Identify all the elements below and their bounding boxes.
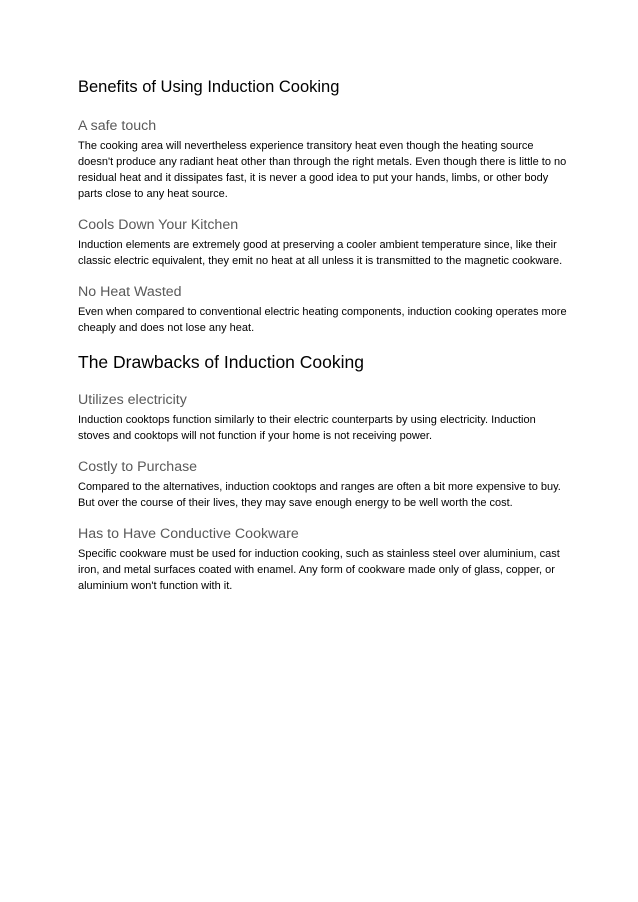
cools-down-heading: Cools Down Your Kitchen [78,217,239,233]
safe-touch-text: The cooking area will nevertheless experience transitory heat even though the heating source doesn't produce any radiant heat other than through the right metals. Even though there is little to no residual heat and it dissipates fast, it is never a good idea to put your hands, limbs, or other body parts close to any heat source. [78,140,567,200]
costly-text: Compared to the alternatives, induction cooktops and ranges are often a bit more expensive to buy. But over the course of their lives, they may save enough energy to be well worth the cost. [78,481,561,509]
drawbacks-title: The Drawbacks of Induction Cooking [78,352,364,372]
conductive-cookware-heading: Has to Have Conductive Cookware [78,526,299,542]
no-heat-wasted-heading: No Heat Wasted [78,284,182,300]
document-content [78,76,568,594]
utilizes-electricity-text: Induction cooktops function similarly to their electric counterparts by using electricity. Induction stoves and cooktops will not function if your home is not receiving power. [78,414,536,442]
benefits-title: Benefits of Using Induction Cooking [78,78,340,96]
cools-down-text: Induction elements are extremely good at preserving a cooler ambient temperature since, like their classic electric equivalent, they emit no heat at all unless it is transmitted to the magnetic cookware. [78,239,563,267]
costly-heading: Costly to Purchase [78,459,198,475]
no-heat-wasted-text: Even when compared to conventional electric heating components, induction cooking operates more cheaply and does not lose any heat. [78,306,567,334]
utilizes-electricity-heading: Utilizes electricity [78,392,187,408]
safe-touch-heading: A safe touch [78,118,157,134]
conductive-cookware-text: Specific cookware must be used for induction cooking, such as stainless steel over aluminium, cast iron, and metal surfaces coated with enamel. Any form of cookware made only of glass, copper, or aluminium won't function with it. [78,548,560,592]
